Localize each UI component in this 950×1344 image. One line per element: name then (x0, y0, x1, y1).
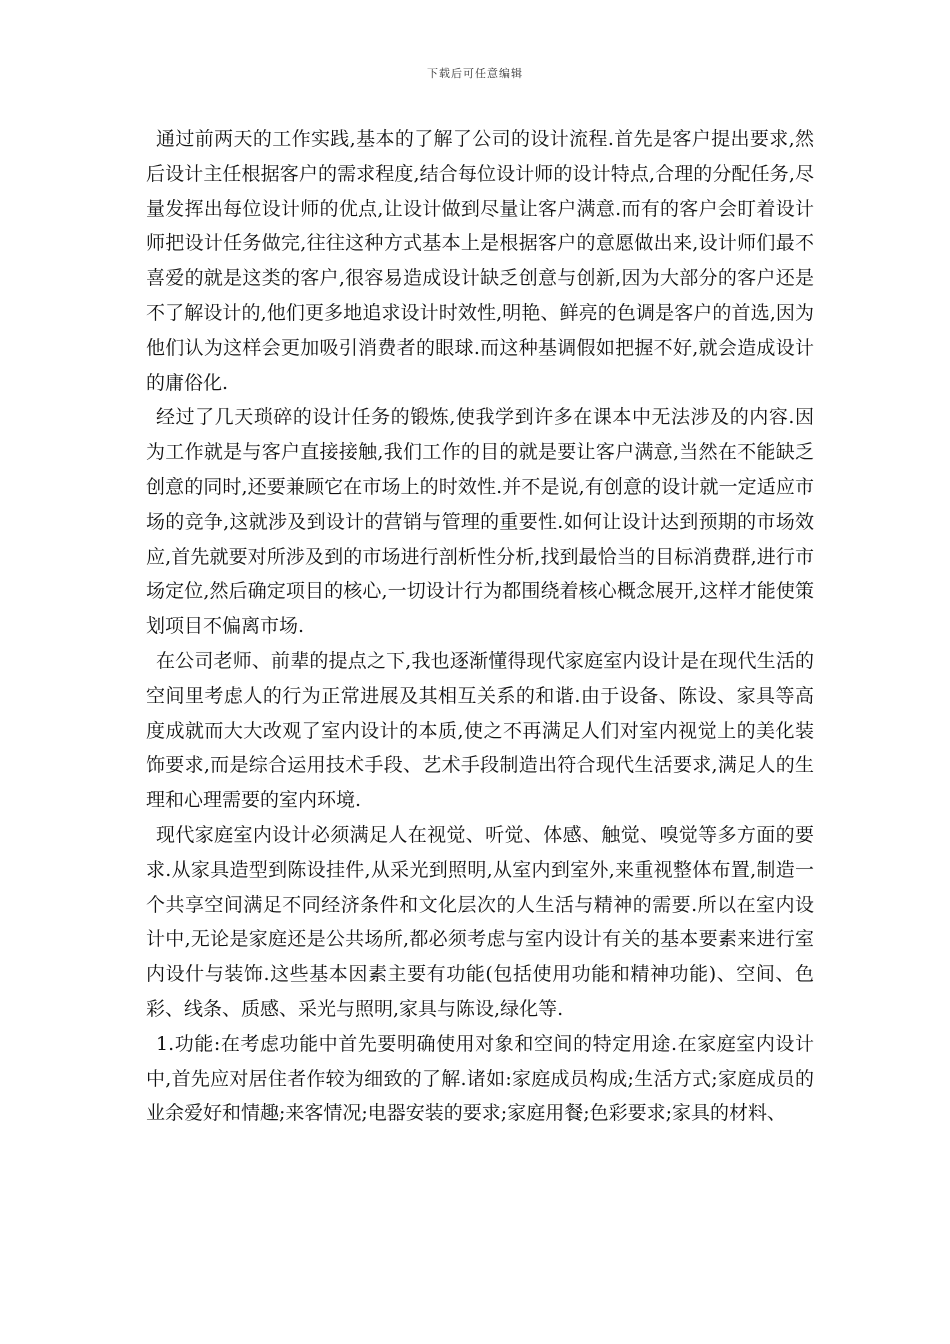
paragraph-5: 1.功能:在考虑功能中首先要明确使用对象和空间的特定用途.在家庭室内设计中,首先应对居住者作较为细致的了解.诸如:家庭成员构成;生活方式;家庭成员的业余爱好和情趣;来客情况;电器安装的要求;家庭用餐;色彩要求;家具的材料、 (146, 1032, 814, 1125)
paragraph-4: 现代家庭室内设计必须满足人在视觉、听觉、体感、触觉、嗅觉等多方面的要求.从家具造型到陈设挂件,从采光到照明,从室内到室外,来重视整体布置,制造一个共享空间满足不同经济条件和文化层次的人生活与精神的需要.所以在室内设计中,无论是家庭还是公共场所,都必须考虑与室内设计有关的基本要素来进行室内设什与装饰.这些基本因素主要有功能(包括使用功能和精神功能)、空间、色彩、线条、质感、采光与照明,家具与陈设,绿化等. (146, 823, 814, 1020)
paragraph-1: 通过前两天的工作实践,基本的了解了公司的设计流程.首先是客户提出要求,然后设计主任根据客户的需求程度,结合每位设计师的设计特点,合理的分配任务,尽量发挥出每位设计师的优点,让设计做到尽量让客户满意.而有的客户会盯着设计师把设计任务做完,往往这种方式基本上是根据客户的意愿做出来,设计师们最不喜爱的就是这类的客户,很容易造成设计缺乏创意与创新,因为大部分的客户还是不了解设计的,他们更多地追求设计时效性,明艳、鲜亮的色调是客户的首选,因为他们认为这样会更加吸引消费者的眼球.而这种基调假如把握不好,就会造成设计的庸俗化. (146, 128, 814, 394)
paragraph-2: 经过了几天琐碎的设计任务的锻炼,使我学到许多在课本中无法涉及的内容.因为工作就是与客户直接接触,我们工作的目的就是要让客户满意,当然在不能缺乏创意的同时,还要兼顾它在市场上的时效性.并不是说,有创意的设计就一定适应市场的竞争,这就涉及到设计的营销与管理的重要性.如何让设计达到预期的市场效应,首先就要对所涉及到的市场进行剖析性分析,找到最恰当的目标消费群,进行市场定位,然后确定项目的核心,一切设计行为都围绕着核心概念展开,这样才能使策划项目不偏离市场. (146, 406, 814, 638)
paragraph-3: 在公司老师、前辈的提点之下,我也逐渐懂得现代家庭室内设计是在现代生活的空间里考虑人的行为正常进展及其相互关系的和谐.由于设备、陈设、家具等高度成就而大大改观了室内设计的本质,使之不再满足人们对室内视觉上的美化装饰要求,而是综合运用技术手段、艺术手段制造出符合现代生活要求,满足人的生理和心理需要的室内环境. (146, 649, 814, 812)
document-body (146, 122, 814, 1131)
page-header: 下载后可任意编辑 (427, 67, 523, 80)
